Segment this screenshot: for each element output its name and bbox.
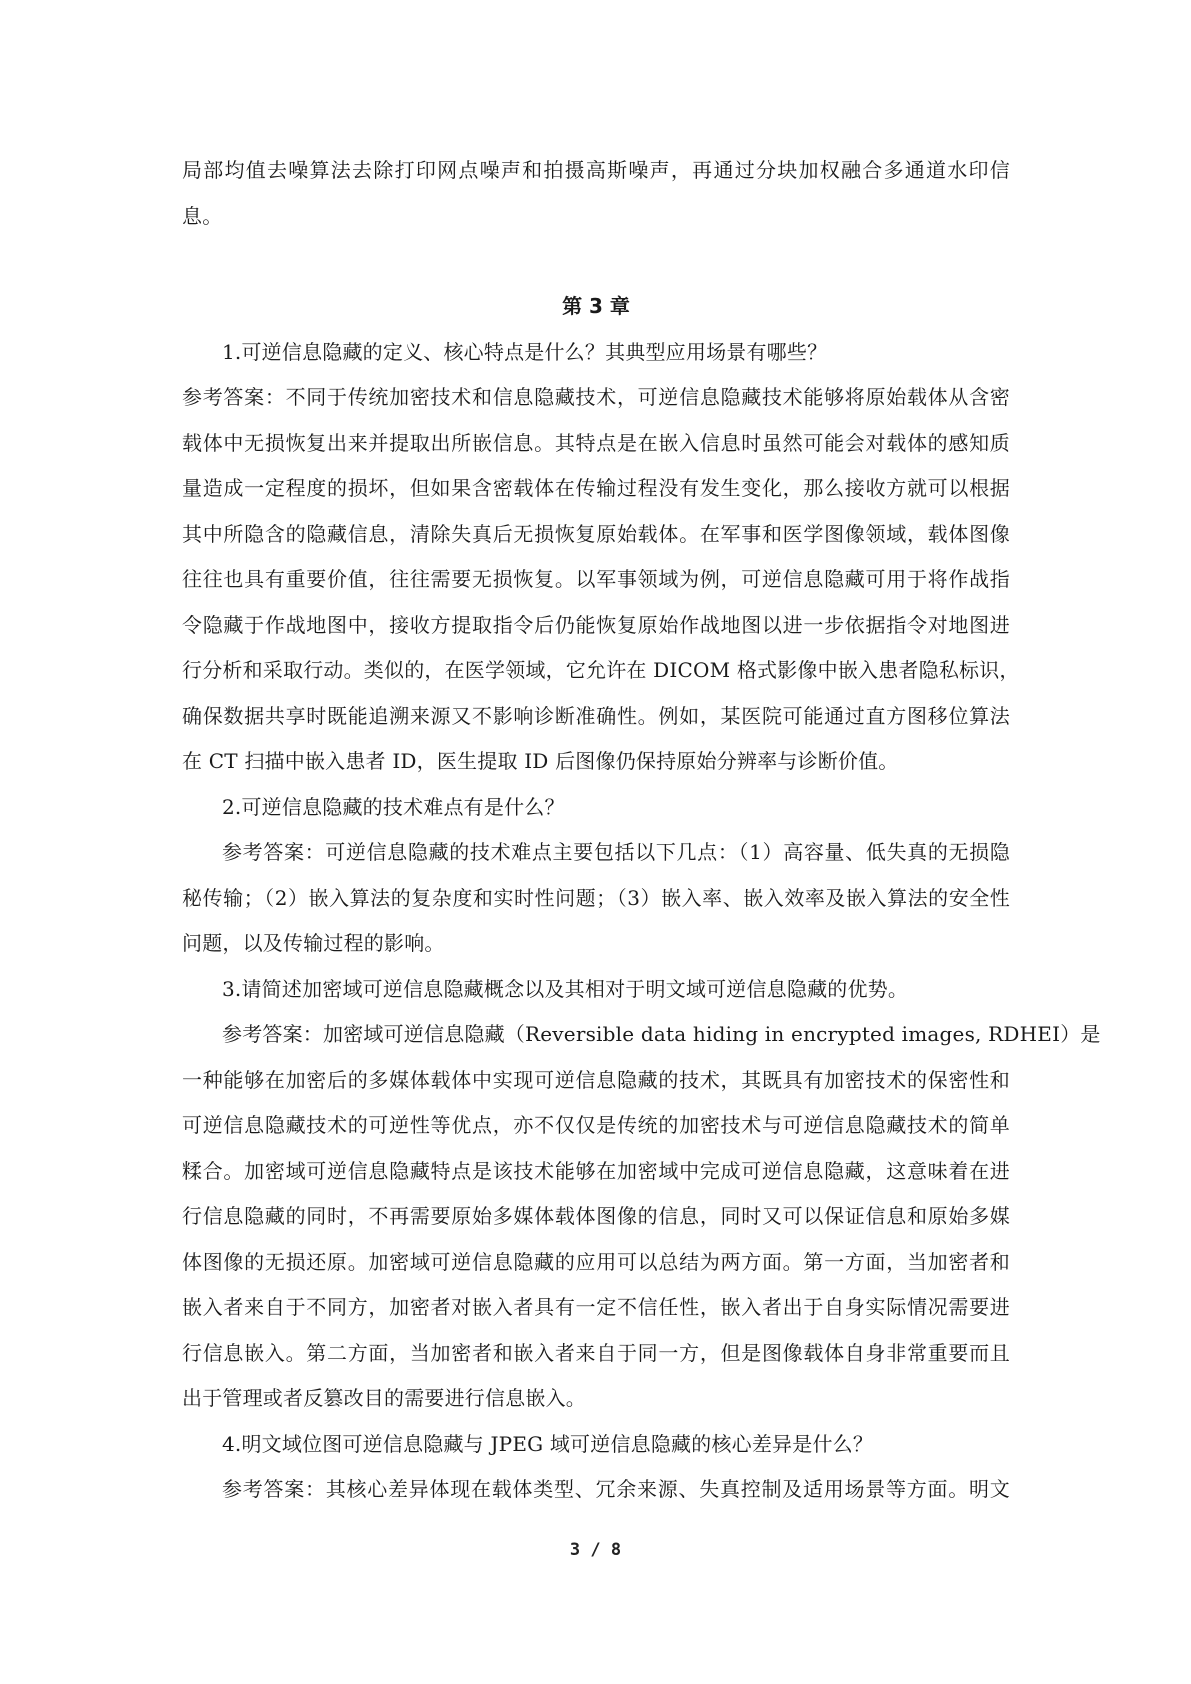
answer-line: 令隐藏于作战地图中，接收方提取指令后仍能恢复原始作战地图以进一步依据指令对地图进 [182,612,1010,637]
page-number: 3 / 8 [569,1540,622,1560]
answer-line: 往往也具有重要价值，往往需要无损恢复。以军事领域为例，可逆信息隐藏可用于将作战指 [182,567,1010,591]
answer-line: 一种能够在加密后的多媒体载体中实现可逆信息隐藏的技术，其既具有加密技术的保密性和 [182,1067,1010,1092]
answer-line: 糅合。加密域可逆信息隐藏特点是该技术能够在加密域中完成可逆信息隐藏，这意味着在进 [182,1158,1010,1183]
answer-line: 体图像的无损还原。加密域可逆信息隐藏的应用可以总结为两方面。第一方面，当加密者和 [182,1249,1010,1274]
answer-line: 载体中无损恢复出来并提取出所嵌信息。其特点是在嵌入信息时虽然可能会对载体的感知质 [182,430,1010,455]
question-text: 4.明文域位图可逆信息隐藏与 JPEG 域可逆信息隐藏的核心差异是什么？ [222,1431,874,1456]
answer-line: 量造成一定程度的损坏，但如果含密载体在传输过程没有发生变化，那么接收方就可以根据 [182,476,1010,500]
answer-line: 在 CT 扫描中嵌入患者 ID，医生提取 ID 后图像仍保持原始分辨率与诊断价值。 [182,749,899,773]
chapter-title: 第 3 章 [562,294,630,318]
question-2 [182,785,1010,967]
answer-line: 问题，以及传输过程的影响。 [182,931,445,955]
text-line: 息。 [182,203,223,228]
question-text: 3.请简述加密域可逆信息隐藏概念以及其相对于明文域可逆信息隐藏的优势。 [222,976,909,1001]
question-4 [182,1422,1010,1513]
intro-paragraph [182,148,1010,239]
answer-line: 出于管理或者反篡改目的需要进行信息嵌入。 [182,1386,586,1410]
answer-line: 确保数据共享时既能追溯来源又不影响诊断准确性。例如，某医院可能通过直方图移位算法 [182,703,1010,728]
answer-line: 可逆信息隐藏技术的可逆性等优点，亦不仅仅是传统的加密技术与可逆信息隐藏技术的简单 [182,1113,1010,1137]
question-text: 1.可逆信息隐藏的定义、核心特点是什么？其典型应用场景有哪些？ [222,339,828,364]
answer-line: 参考答案：可逆信息隐藏的技术难点主要包括以下几点：（1）高容量、低失真的无损隐 [222,840,1010,864]
answer-line: 其中所隐含的隐藏信息，清除失真后无损恢复原始载体。在军事和医学图像领域，载体图像 [182,521,1010,546]
answer-line: 参考答案：其核心差异体现在载体类型、冗余来源、失真控制及适用场景等方面。明文 [222,1477,1010,1501]
answer-line: 参考答案：不同于传统加密技术和信息隐藏技术，可逆信息隐藏技术能够将原始载体从含密 [182,385,1010,409]
answer-line: 秘传输；（2）嵌入算法的复杂度和实时性问题；（3）嵌入率、嵌入效率及嵌入算法的安全性 [182,885,1010,910]
question-1 [182,330,1020,785]
answer-line: 行信息隐藏的同时，不再需要原始多媒体载体图像的信息，同时又可以保证信息和原始多媒 [182,1204,1010,1228]
text-line: 局部均值去噪算法去除打印网点噪声和拍摄高斯噪声，再通过分块加权融合多通道水印信 [182,158,1010,182]
question-3 [182,967,1101,1422]
question-text: 2.可逆信息隐藏的技术难点有是什么？ [222,794,565,819]
answer-line: 参考答案：加密域可逆信息隐藏（Reversible data hiding in encrypted images, RDHEI）是 [222,1022,1101,1046]
answer-line: 嵌入者来自于不同方，加密者对嵌入者具有一定不信任性，嵌入者出于自身实际情况需要进 [182,1295,1010,1319]
document-page [182,148,1101,1513]
answer-line: 行信息嵌入。第二方面，当加密者和嵌入者来自于同一方，但是图像载体自身非常重要而且 [182,1340,1010,1365]
answer-line: 行分析和采取行动。类似的，在医学领域，它允许在 DICOM 格式影像中嵌入患者隐私标识， [182,658,1020,682]
